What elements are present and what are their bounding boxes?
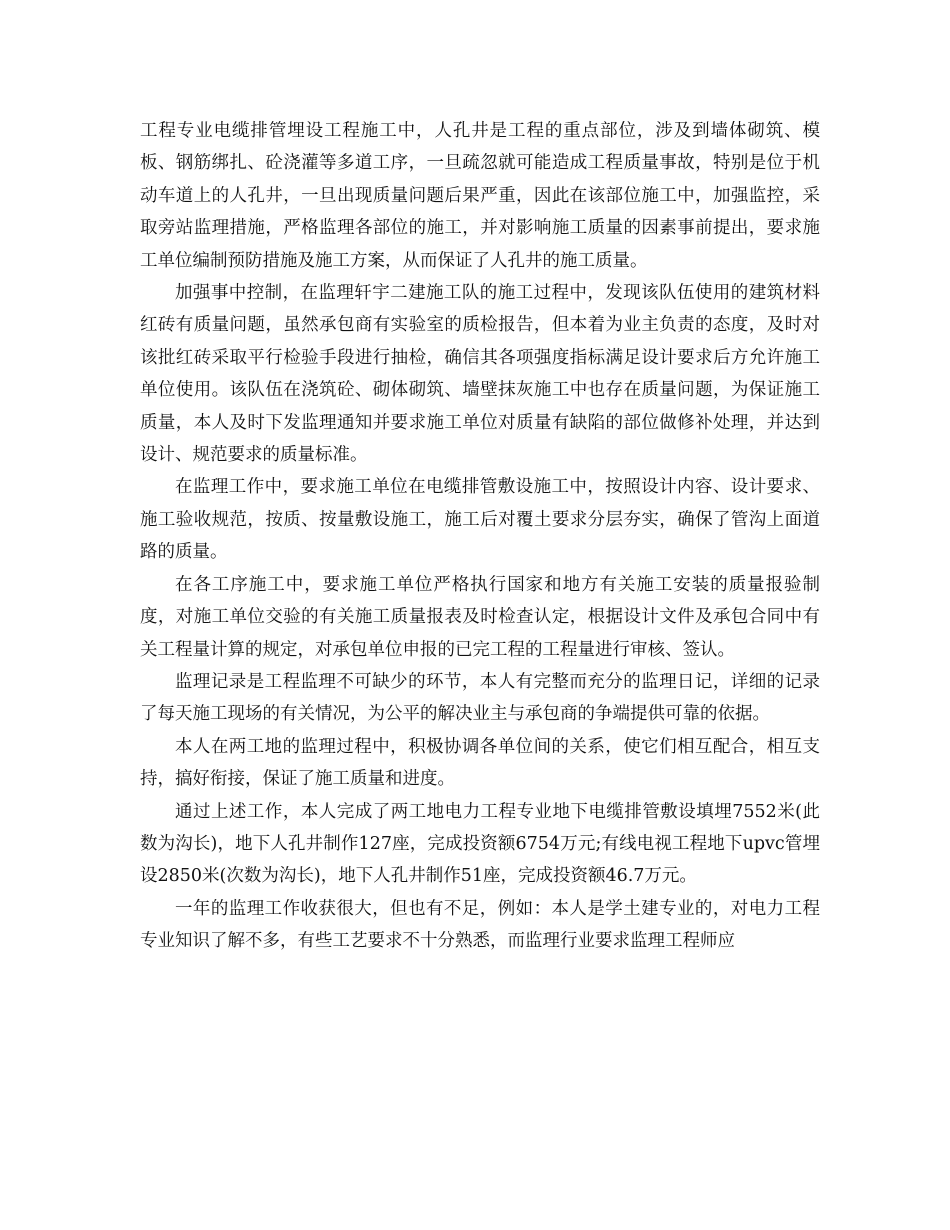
paragraph: 加强事中控制，在监理轩宇二建施工队的施工过程中，发现该队伍使用的建筑材料红砖有质量问题，虽然承包商有实验室的质检报告，但本着为业主负责的态度，及时对该批红砖采取平行检验手段进行抽检，确信其各项强度指标满足设计要求后方允许施工单位使用。该队伍在浇筑砼、砌体砌筑、墙壁抹灰施工中也存在质量问题，为保证施工质量，本人及时下发监理通知并要求施工单位对质量有缺陷的部位做修补处理，并达到设计、规范要求的质量标准。	[140, 283, 820, 466]
document-body	[140, 115, 820, 958]
paragraph: 监理记录是工程监理不可缺少的环节，本人有完整而充分的监理日记，详细的记录了每天施工现场的有关情况，为公平的解决业主与承包商的争端提供可靠的依据。	[140, 671, 820, 725]
paragraph: 本人在两工地的监理过程中，积极协调各单位间的关系，使它们相互配合，相互支持，搞好衔接，保证了施工质量和进度。	[140, 736, 820, 790]
paragraph: 工程专业电缆排管埋设工程施工中，人孔井是工程的重点部位，涉及到墙体砌筑、模板、钢筋绑扎、砼浇灌等多道工序，一旦疏忽就可能造成工程质量事故，特别是位于机动车道上的人孔井，一旦出现质量问题后果严重，因此在该部位施工中，加强监控，采取旁站监理措施，严格监理各部位的施工，并对影响施工质量的因素事前提出，要求施工单位编制预防措施及施工方案，从而保证了人孔井的施工质量。	[140, 121, 820, 271]
paragraph: 在监理工作中，要求施工单位在电缆排管敷设施工中，按照设计内容、设计要求、施工验收规范，按质、按量敷设施工，施工后对覆土要求分层夯实，确保了管沟上面道路的质量。	[140, 477, 820, 563]
paragraph: 通过上述工作，本人完成了两工地电力工程专业地下电缆排管敷设填埋7552米(此数为沟长)，地下人孔井制作127座，完成投资额6754万元;有线电视工程地下upvc管埋设2850米(次数为沟长)，地下人孔井制作51座，完成投资额46.7万元。	[140, 801, 820, 887]
paragraph: 在各工序施工中，要求施工单位严格执行国家和地方有关施工安装的质量报验制度，对施工单位交验的有关施工质量报表及时检查认定，根据设计文件及承包合同中有关工程量计算的规定，对承包单位申报的已完工程的工程量进行审核、签认。	[140, 574, 820, 660]
paragraph: 一年的监理工作收获很大，但也有不足，例如：本人是学土建专业的，对电力工程专业知识了解不多，有些工艺要求不十分熟悉，而监理行业要求监理工程师应	[140, 898, 820, 952]
